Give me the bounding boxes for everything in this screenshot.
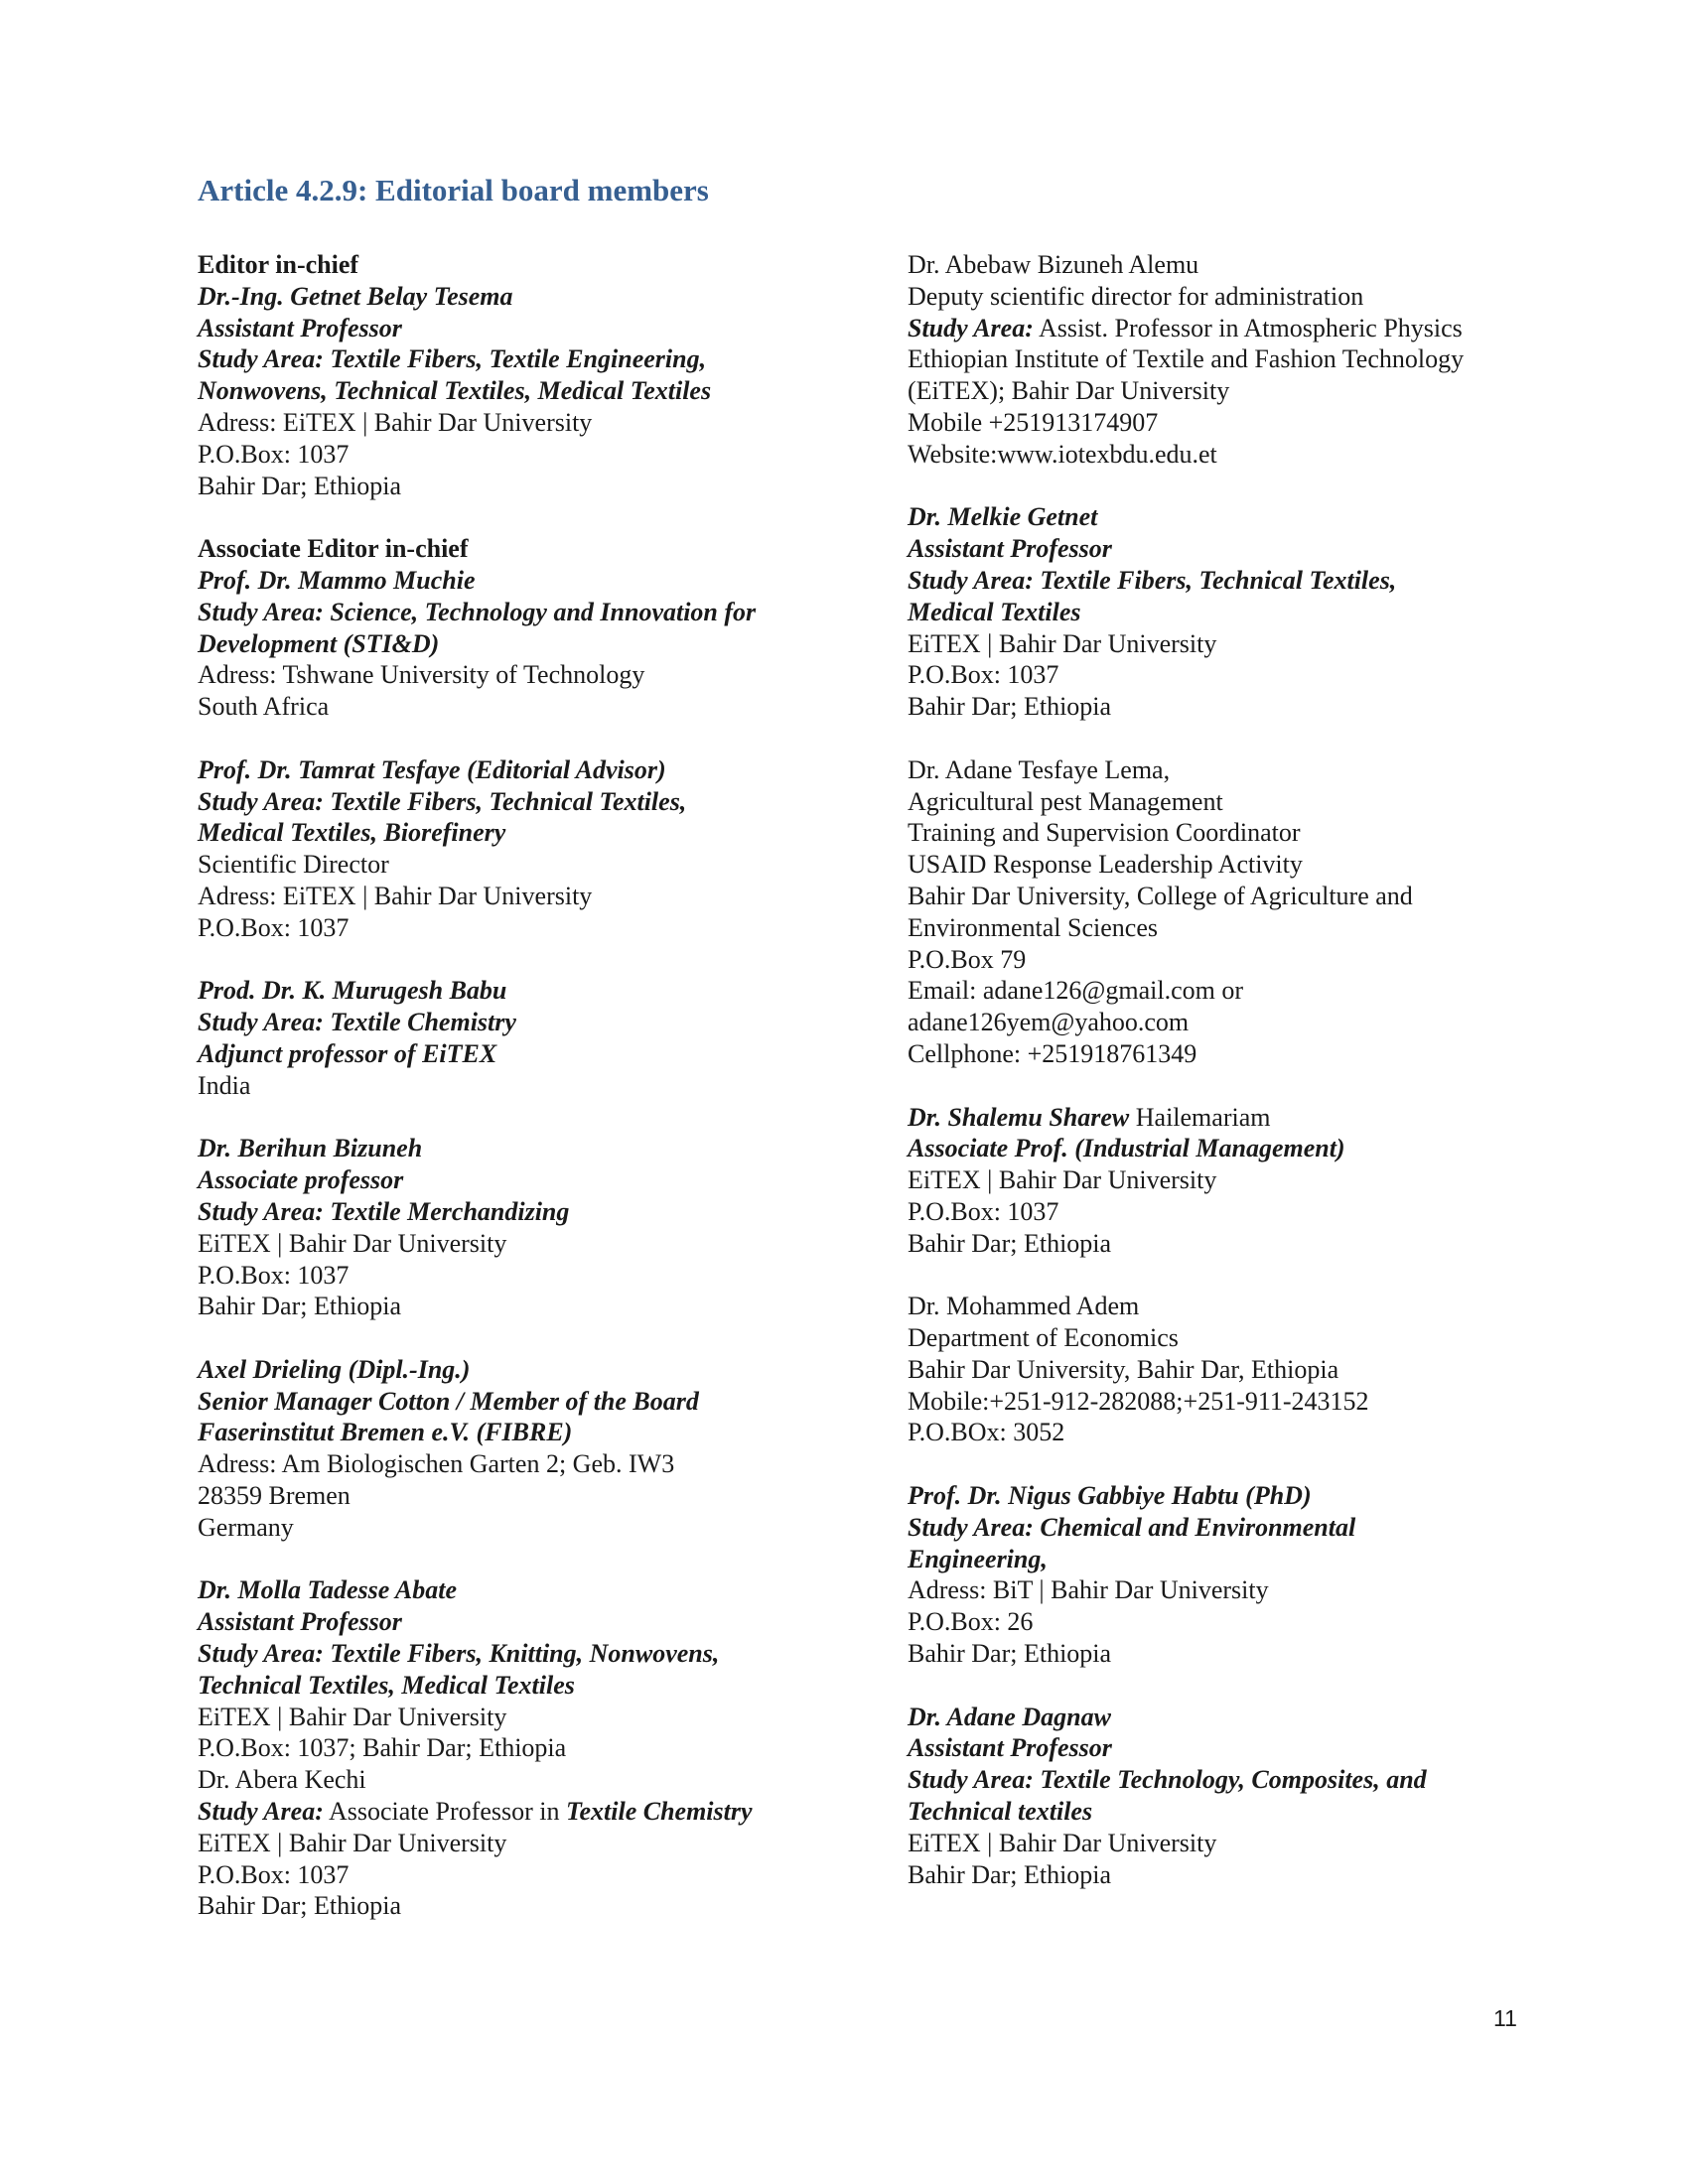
po-box: P.O.Box: 1037 bbox=[198, 912, 350, 942]
role-label: Associate Editor in-chief bbox=[198, 534, 469, 564]
po-box: P.O.Box: 26 bbox=[908, 1607, 1034, 1637]
member-title: Senior Manager Cotton / Member of the Board bbox=[198, 1386, 699, 1416]
study-area-label: Study Area: bbox=[198, 1797, 324, 1827]
study-area: Study Area: Textile Fibers, Textile Engineering, bbox=[198, 344, 707, 374]
address-cont: Environmental Sciences bbox=[908, 912, 1158, 942]
member-name: Axel Drieling (Dipl.-Ing.) bbox=[198, 1354, 471, 1384]
study-area bbox=[908, 313, 1543, 344]
po-box: P.O.Box: 1037 bbox=[908, 660, 1059, 690]
member-title: Assistant Professor bbox=[908, 1733, 1112, 1763]
member-name: Prod. Dr. K. Murugesh Babu bbox=[198, 976, 507, 1006]
member-title: Assistant Professor bbox=[908, 534, 1112, 564]
member-name: Dr. Adane Tesfaye Lema, bbox=[908, 754, 1171, 784]
member-role: Training and Supervision Coordinator bbox=[908, 818, 1301, 848]
member-title: Scientific Director bbox=[198, 850, 389, 880]
board-member-adane-dagnaw bbox=[908, 1702, 1543, 1891]
member-name: Dr. Abebaw Bizuneh Alemu bbox=[908, 250, 1199, 279]
study-area-cont: Development (STI&D) bbox=[198, 628, 440, 658]
address: EiTEX | Bahir Dar University bbox=[198, 1228, 507, 1258]
member-title: Assistant Professor bbox=[198, 313, 402, 342]
member-name: Prof. Dr. Mammo Muchie bbox=[198, 565, 476, 595]
board-member-abebaw bbox=[908, 249, 1543, 471]
postcode: 28359 Bremen bbox=[198, 1481, 351, 1511]
address: Adress: Am Biologischen Garten 2; Geb. IW3 bbox=[198, 1449, 675, 1479]
po-box: P.O.Box 79 bbox=[908, 944, 1027, 974]
study-area: Study Area: Science, Technology and Innovation for bbox=[198, 597, 757, 626]
city: Bahir Dar; Ethiopia bbox=[908, 692, 1112, 722]
page-heading: Article 4.2.9: Editorial board members bbox=[198, 173, 709, 207]
department: Department of Economics bbox=[908, 1323, 1179, 1353]
study-area-field: Textile Chemistry bbox=[565, 1797, 753, 1827]
study-area: Study Area: Textile Fibers, Knitting, Nonwovens, bbox=[198, 1639, 720, 1669]
address: Bahir Dar University, College of Agriculture and bbox=[908, 881, 1413, 910]
member-title: Adjunct professor of EiTEX bbox=[198, 1038, 497, 1068]
member-name: Prof. Dr. Nigus Gabbiye Habtu (PhD) bbox=[908, 1481, 1312, 1511]
address: EiTEX | Bahir Dar University bbox=[908, 1165, 1217, 1195]
member-name: Prof. Dr. Tamrat Tesfaye (Editorial Advisor) bbox=[198, 754, 666, 784]
study-area-cont: Medical Textiles bbox=[908, 597, 1081, 626]
member-name-rest: Hailemariam bbox=[1129, 1102, 1271, 1132]
study-area-cont: Engineering, bbox=[908, 1544, 1048, 1573]
board-member-murugesh bbox=[198, 975, 873, 1101]
study-area-cont: Medical Textiles, Biorefinery bbox=[198, 818, 506, 848]
board-member-molla bbox=[198, 1574, 873, 1764]
address: EiTEX | Bahir Dar University bbox=[198, 1828, 507, 1857]
board-member-tamrat bbox=[198, 754, 873, 944]
po-box: P.O.Box: 1037 bbox=[198, 1859, 350, 1889]
address: Bahir Dar University, Bahir Dar, Ethiopia bbox=[908, 1354, 1339, 1384]
member-title: Associate Prof. (Industrial Management) bbox=[908, 1134, 1345, 1163]
member-title: Agricultural pest Management bbox=[908, 786, 1223, 816]
study-area-label: Study Area: bbox=[908, 313, 1034, 342]
study-area-text: Assist. Professor in Atmospheric Physics bbox=[1033, 313, 1463, 342]
study-area-cont: Nonwovens, Technical Textiles, Medical Textiles bbox=[198, 376, 712, 406]
right-column bbox=[908, 249, 1543, 1890]
member-name-bold: Dr. Shalemu Sharew bbox=[908, 1102, 1130, 1132]
institution: Ethiopian Institute of Textile and Fashion Technology bbox=[908, 344, 1465, 374]
study-area: Study Area: Chemical and Environmental bbox=[908, 1512, 1356, 1542]
city: Bahir Dar; Ethiopia bbox=[198, 1891, 402, 1921]
board-member-shalemu bbox=[908, 1102, 1543, 1260]
left-column bbox=[198, 249, 873, 1922]
mobile: Mobile:+251-912-282088;+251-911-243152 bbox=[908, 1386, 1369, 1416]
city: Bahir Dar; Ethiopia bbox=[908, 1859, 1112, 1889]
country: South Africa bbox=[198, 692, 330, 722]
member-name: Dr. Adane Dagnaw bbox=[908, 1702, 1111, 1731]
website: Website:www.iotexbdu.edu.et bbox=[908, 439, 1217, 469]
study-area-text: Associate Professor in bbox=[323, 1797, 566, 1827]
po-box-city: P.O.Box: 1037; Bahir Dar; Ethiopia bbox=[198, 1733, 567, 1763]
address: Adress: Tshwane University of Technology bbox=[198, 660, 645, 690]
po-box: P.O.BOx: 3052 bbox=[908, 1418, 1065, 1447]
country: India bbox=[198, 1070, 251, 1100]
study-area: Study Area: Textile Fibers, Technical Textiles, bbox=[198, 786, 687, 816]
country: Germany bbox=[198, 1512, 294, 1542]
mobile: Mobile +251913174907 bbox=[908, 407, 1159, 437]
email: Email: adane126@gmail.com or bbox=[908, 976, 1244, 1006]
member-title: Associate professor bbox=[198, 1165, 404, 1195]
study-area: Study Area: Textile Fibers, Technical Textiles, bbox=[908, 565, 1397, 595]
board-member-melkie bbox=[908, 501, 1543, 723]
city: Bahir Dar; Ethiopia bbox=[908, 1639, 1112, 1669]
study-area: Study Area: Textile Technology, Composites, and bbox=[908, 1765, 1427, 1795]
city: Bahir Dar; Ethiopia bbox=[908, 1228, 1112, 1258]
po-box: P.O.Box: 1037 bbox=[198, 439, 350, 469]
study-area-cont: Technical textiles bbox=[908, 1797, 1093, 1827]
address: EiTEX | Bahir Dar University bbox=[198, 1702, 507, 1731]
organization: Faserinstitut Bremen e.V. (FIBRE) bbox=[198, 1418, 573, 1447]
study-area: Study Area: Textile Chemistry bbox=[198, 1008, 516, 1037]
page-number: 11 bbox=[1493, 2005, 1517, 2031]
study-area-cont: Technical Textiles, Medical Textiles bbox=[198, 1670, 575, 1700]
role-label: Editor in-chief bbox=[198, 250, 359, 279]
board-member-berihun bbox=[198, 1133, 873, 1322]
study-area: Study Area: Textile Merchandizing bbox=[198, 1196, 570, 1226]
cellphone: Cellphone: +251918761349 bbox=[908, 1038, 1197, 1068]
city: Bahir Dar; Ethiopia bbox=[198, 1292, 402, 1321]
address: EiTEX | Bahir Dar University bbox=[908, 628, 1217, 658]
board-member-adane-tesfaye bbox=[908, 754, 1543, 1070]
member-activity: USAID Response Leadership Activity bbox=[908, 850, 1303, 880]
po-box: P.O.Box: 1037 bbox=[198, 1260, 350, 1290]
address: Adress: EiTEX | Bahir Dar University bbox=[198, 881, 593, 910]
institution-cont: (EiTEX); Bahir Dar University bbox=[908, 376, 1230, 406]
board-member-editor-in-chief bbox=[198, 249, 873, 501]
address: Adress: EiTEX | Bahir Dar University bbox=[198, 407, 593, 437]
member-name: Dr. Berihun Bizuneh bbox=[198, 1134, 423, 1163]
member-name: Dr.-Ing. Getnet Belay Tesema bbox=[198, 281, 513, 311]
board-member-mohammed bbox=[908, 1291, 1543, 1448]
member-name: Dr. Abera Kechi bbox=[198, 1765, 366, 1795]
email-cont: adane126yem@yahoo.com bbox=[908, 1008, 1190, 1037]
board-member-abera bbox=[198, 1764, 873, 1922]
member-name: Dr. Melkie Getnet bbox=[908, 502, 1098, 532]
address: Adress: BiT | Bahir Dar University bbox=[908, 1575, 1269, 1605]
member-name: Dr. Molla Tadesse Abate bbox=[198, 1575, 457, 1605]
member-title: Deputy scientific director for administration bbox=[908, 281, 1364, 311]
po-box: P.O.Box: 1037 bbox=[908, 1196, 1059, 1226]
address: EiTEX | Bahir Dar University bbox=[908, 1828, 1217, 1857]
study-area bbox=[198, 1796, 873, 1828]
member-name: Dr. Mohammed Adem bbox=[908, 1292, 1140, 1321]
board-member-axel bbox=[198, 1354, 873, 1544]
member-name bbox=[908, 1102, 1543, 1134]
board-member-associate-editor bbox=[198, 533, 873, 723]
board-member-nigus bbox=[908, 1480, 1543, 1670]
member-title: Assistant Professor bbox=[198, 1607, 402, 1637]
city: Bahir Dar; Ethiopia bbox=[198, 471, 402, 500]
